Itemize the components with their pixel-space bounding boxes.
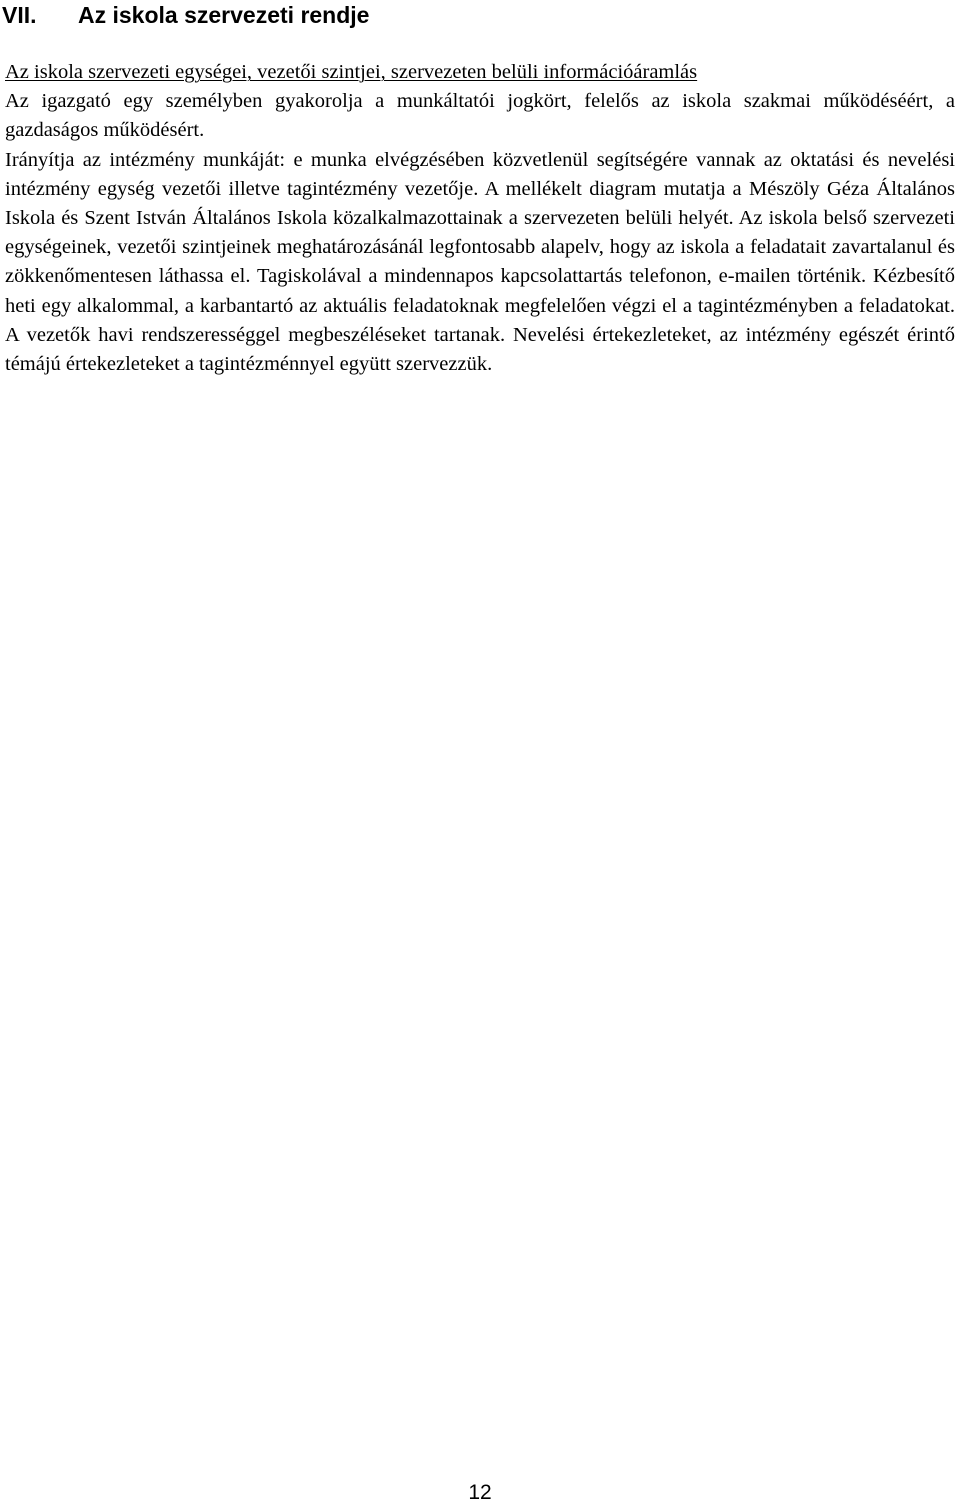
subheading: Az iskola szervezeti egységei, vezetői szintjei, szervezeten belüli információáramlás xyxy=(5,61,698,83)
document-body xyxy=(5,58,955,379)
section-number: VII. xyxy=(2,2,37,28)
section-title: Az iskola szervezeti rendje xyxy=(78,2,370,28)
page-footer xyxy=(0,1480,960,1506)
section-heading xyxy=(2,0,369,30)
paragraph: Az igazgató egy személyben gyakorolja a munkáltatói jogkört, felelős az iskola szakmai működéséért, a gazdaságos működésért. xyxy=(5,90,955,142)
paragraph: Irányítja az intézmény munkáját: e munka elvégzésében közvetlenül segítségére vannak az oktatási és nevelési intézmény egység vezetői illetve tagintézmény vezetője. A mellékelt diagram mutatja a Mészöly Géza Általános Iskola és Szent István Általános Iskola közalkalmazottainak a szervezeten belüli helyét. Az iskola belső szervezeti egységeinek, vezetői szintjeinek meghatározásánál legfontosabb alapelv, hogy az iskola a feladatait zavartalanul és zökkenőmentesen láthassa el. Tagiskolával a mindennapos kapcsolattartás telefonon, e-mailen történik. Kézbesítő heti egy alkalommal, a karbantartó az aktuális feladatoknak megfelelően végzi el a tagintézményben a feladatokat. A vezetők havi rendszerességgel megbeszéléseket tartanak. Nevelési értekezleteket, az intézmény egészét érintő témájú értekezleteket a tagintézménnyel együtt szervezzük. xyxy=(5,148,955,376)
page-number: 12 xyxy=(468,1481,492,1504)
